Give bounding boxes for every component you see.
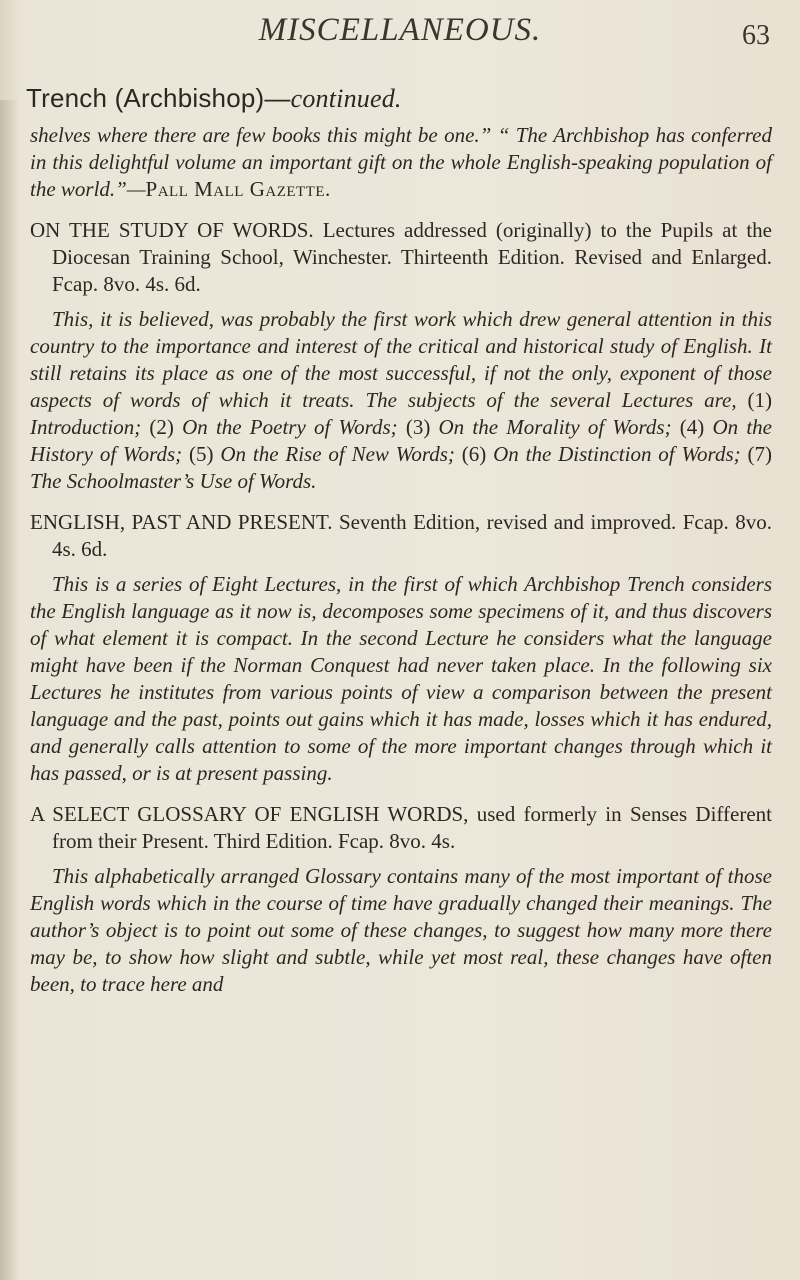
blurb-segment: This alphabetically arranged Glossary contains many of the most important of those English words which in the course of time have gradually changed their meanings. The author’s object is to point out some of these changes, to suggest how many more there may be, to show how slight and subtle, while yet most real, these changes have often been, to trace here and [30, 864, 772, 996]
blurb-lecture: On the Distinction of Words; [493, 442, 748, 466]
page-content [26, 83, 772, 998]
entry-description [30, 863, 772, 998]
running-head: MISCELLANEOUS. [258, 12, 542, 48]
entry-description [30, 306, 772, 495]
entry-title-line [30, 509, 772, 563]
blurb-segment: This, it is believed, was probably the first work which drew general attention in this country to the importance and interest of the critical and historical study of English. It still retains its place as one of the most successful, if not the only, exponent of those aspects of words of which it treats. The subjects of the several Lectures are, [30, 307, 772, 412]
blurb-lecture: The Schoolmaster’s Use of Words. [30, 469, 317, 493]
entry-details: used formerly in Senses Different from their Present. Third Edition. Fcap. 8vo. 4s. [52, 802, 772, 853]
page-header [0, 12, 800, 60]
quote-continuation [30, 122, 772, 203]
blurb-segment: This is a series of Eight Lectures, in the first of which Archbishop Trench considers the English language as it now is, decomposes some specimens of it, and thus discovers of what element it is compact. In the second Lecture he considers what the language might have been if the Norman Conquest had never taken place. In the following six Lectures he institutes from various points of view a comparison between the present language and the past, points out gains which it has made, losses which it has endured, and generally calls attention to some of the more important changes through which it has passed, or is at present passing. [30, 572, 772, 785]
blurb-number: (5) [189, 442, 221, 466]
blurb-lecture: On the Morality of Words; [438, 415, 680, 439]
author-heading [26, 83, 772, 114]
blurb-number: (3) [405, 415, 439, 439]
entry-title: ENGLISH, PAST AND PRESENT. [30, 510, 333, 534]
entry-select-glossary [30, 801, 772, 998]
page-edge-shadow [0, 100, 18, 1280]
blurb-number: (7) [747, 442, 772, 466]
quote-text: shelves where there are few books this might be one.” “ The Archbishop has conferred in this delightful volume an important gift on the whole English-speaking population of the world.”— [30, 123, 772, 201]
entry-title: A SELECT GLOSSARY OF ENGLISH WORDS, [30, 802, 469, 826]
entry-details: Seventh Edition, revised and improved. Fcap. 8vo. 4s. 6d. [52, 510, 772, 561]
continued-label: continued. [290, 84, 402, 113]
blurb-number: (6) [461, 442, 494, 466]
entry-details: Lectures addressed (originally) to the Pupils at the Diocesan Training School, Winchester. Thirteenth Edition. Revised and Enlarged. Fcap. 8vo. 4s. 6d. [52, 218, 772, 296]
blurb-number: (4) [679, 415, 713, 439]
entry-title-line [30, 217, 772, 298]
entry-english-past-and-present [30, 509, 772, 787]
author-name: Trench (Archbishop)— [26, 83, 291, 113]
quote-source: Pall Mall Gazette. [145, 177, 331, 201]
blurb-lecture: On the Poetry of Words; [182, 415, 406, 439]
blurb-number: (1) [747, 388, 772, 412]
entry-title: ON THE STUDY OF WORDS. [30, 218, 314, 242]
page-number: 63 [742, 20, 770, 51]
blurb-lecture: On the Rise of New Words; [220, 442, 462, 466]
blurb-lecture: Introduction; [30, 415, 150, 439]
blurb-lecture: On the History of Words; [30, 415, 772, 466]
entry-description [30, 571, 772, 787]
entry-study-of-words [30, 217, 772, 495]
entry-title-line [30, 801, 772, 855]
blurb-number: (2) [149, 415, 183, 439]
